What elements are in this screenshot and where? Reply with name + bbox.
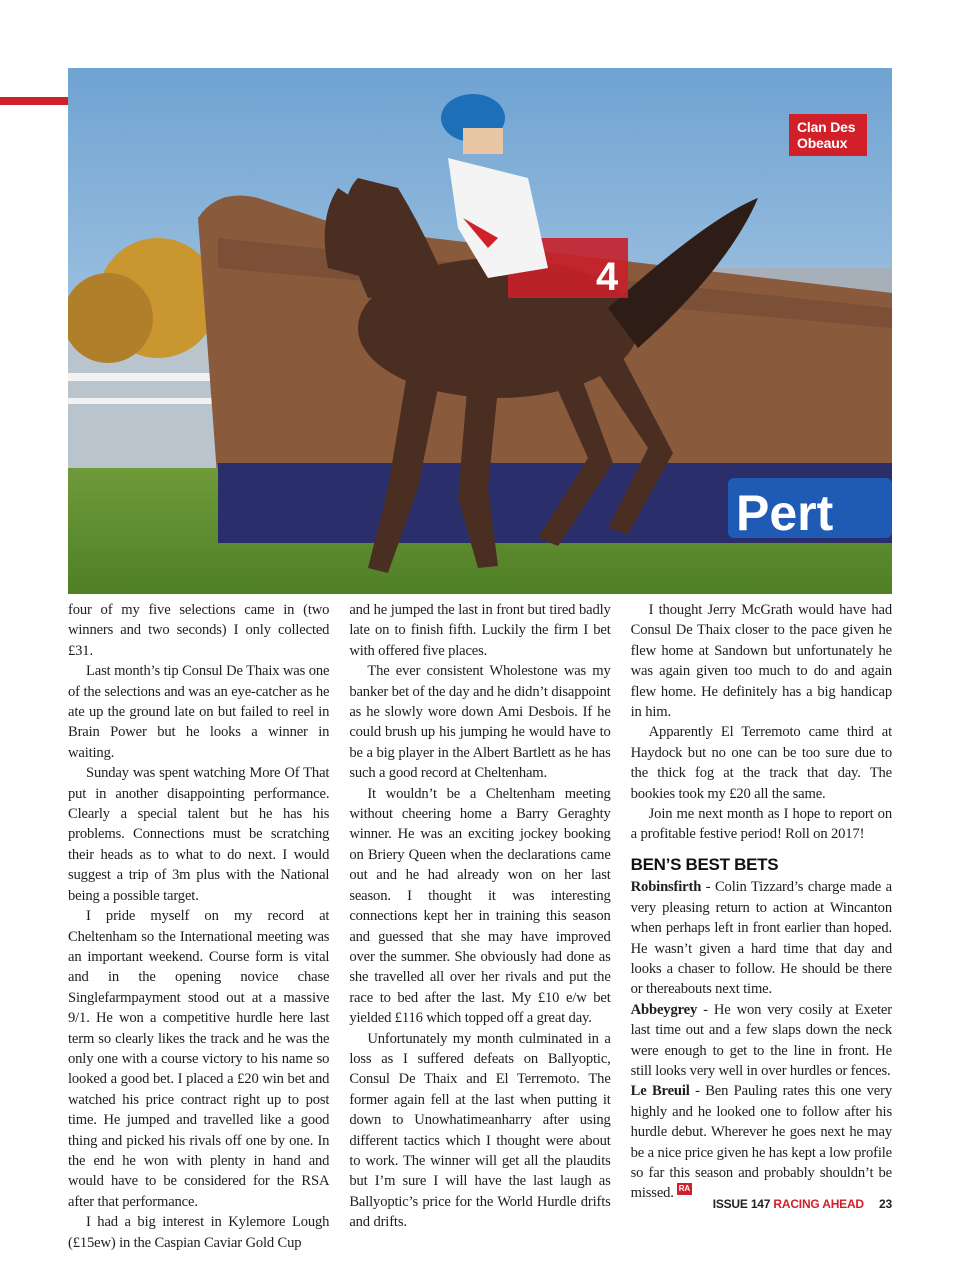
- best-bet-item: [631, 1000, 892, 1082]
- paragraph: It wouldn’t be a Cheltenham meeting without cheering home a Barry Geraghty winner. He was an exciting jockey booking on Briery Queen when the declarations came out and he had already won on her last season. I thought it was interesting connections kept her in training this season and guessed that she may have improved over the summer. She obviously had done as she travelled all over her rivals and put the race to bed after the last. My £10 e/w bet yielded £116 which topped off a great day.: [349, 785, 611, 1027]
- paragraph: The ever consistent Wholestone was my banker bet of the day and he didn’t disappoint as he slowly wore down Ami Desbois. If he could brush up his jumping he would have to be a big player in the Albert Bartlett as he has such a good record at Cheltenham.: [349, 663, 611, 782]
- hero-photo: [68, 68, 892, 594]
- best-bet-text: - Colin Tizzard’s charge made a very pleasing return to action at Wincanton when perhaps left in front earlier than hoped. He wasn’t given a hard time that day and looks a chaser to follow. He should be there or thereabouts next time.: [630, 879, 892, 998]
- best-bet-text: - Ben Pauling rates this one very highly and he looked one to follow after his hurdle debut. Wherever he goes next he may be a nice price given he has kept a low profile so far this season and probably shouldn’t be missed.: [630, 1083, 892, 1202]
- best-bet-item: [631, 1081, 892, 1203]
- best-bet-item: [631, 877, 892, 999]
- racehorse-illustration: [68, 68, 892, 594]
- best-bets-list: [631, 877, 892, 1204]
- paragraph: Apparently El Terremoto came third at Haydock but no one can be too sure due to the thick fog at the track that day. The bookies took my £20 all the same.: [630, 724, 892, 802]
- best-bet-name: Robinsfirth: [630, 879, 702, 896]
- hoarding-text: Pert: [736, 485, 834, 541]
- paragraph: Last month’s tip Consul De Thaix was one of the selections and was an eye-catcher as he ate up the ground late on but failed to reel in Brain Power but he looks a winner in waiting.: [68, 663, 330, 761]
- magazine-brand: RACING AHEAD: [773, 1197, 864, 1211]
- paragraph: four of my five selections came in (two winners and two seconds) I only collected £31.: [68, 602, 330, 659]
- issue-number: ISSUE 147: [712, 1197, 771, 1211]
- saddlecloth-number: 4: [596, 255, 619, 299]
- best-bet-name: Abbeygrey: [630, 1001, 698, 1018]
- accent-rule: [0, 97, 68, 105]
- end-mark-icon: RA: [678, 1184, 691, 1194]
- column-1: [68, 600, 330, 1251]
- page-number: 23: [879, 1197, 892, 1211]
- best-bet-name: Le Breuil: [630, 1083, 690, 1100]
- paragraph: I pride myself on my record at Cheltenham so the International meeting was an important weekend. Course form is vital and in the opening novice chase Singlefarmpayment stood out at a massive 9/1. He won a competitive hurdle here last term so clearly likes the track and he was the only one with a course victory to his name so looked a good bet. I placed a £20 win bet and watched his price contract right up to post time. He jumped and travelled like a good thing and picked his rivals off one by one. In the end he won with plenty in hand and would have to be considered for the RSA after that performance.: [68, 908, 330, 1210]
- paragraph: I thought Jerry McGrath would have had Consul De Thaix closer to the pace given he flew home at Sandown but unfortunately he was again given too much to do and again flew home. He definitely has a big handicap in him.: [630, 602, 892, 721]
- column-2: [349, 600, 611, 1231]
- photo-caption: Clan Des Obeaux: [789, 114, 867, 156]
- page-footer: [713, 1197, 892, 1211]
- best-bets-heading: BEN’S BEST BETS: [630, 854, 779, 874]
- paragraph: and he jumped the last in front but tired badly late on to finish fifth. Luckily the firm I bet with offered five places.: [349, 602, 611, 659]
- paragraph: Join me next month as I hope to report on a profitable festive period! Roll on 2017!: [630, 806, 892, 843]
- paragraph: Unfortunately my month culminated in a loss as I suffered defeats on Ballyoptic, Consul De Thaix and El Terremoto. The former again fell at the last when putting it down to Unowhatimeanharry after using different tactics which I thought were about to work. The winner will get all the plaudits but I’m sure I will have the last laugh as Ballyoptic’s price for the World Hurdle drifts and drifts.: [349, 1030, 611, 1231]
- paragraph: I had a big interest in Kylemore Lough (£15ew) in the Caspian Caviar Gold Cup: [68, 1214, 330, 1251]
- best-bet-text: - He won very cosily at Exeter last time out and a few slaps down the neck were enough to get to the line in front. He still looks very well in over hurdles or fences.: [630, 1001, 892, 1079]
- column-3: [630, 600, 892, 1202]
- paragraph: Sunday was spent watching More Of That put in another disappointing performance. Clearly a special talent but he has his problems. Connections must be scratching their heads as to what to do next. I would suggest a trip of 3m plus with the National being a possible target.: [68, 765, 330, 904]
